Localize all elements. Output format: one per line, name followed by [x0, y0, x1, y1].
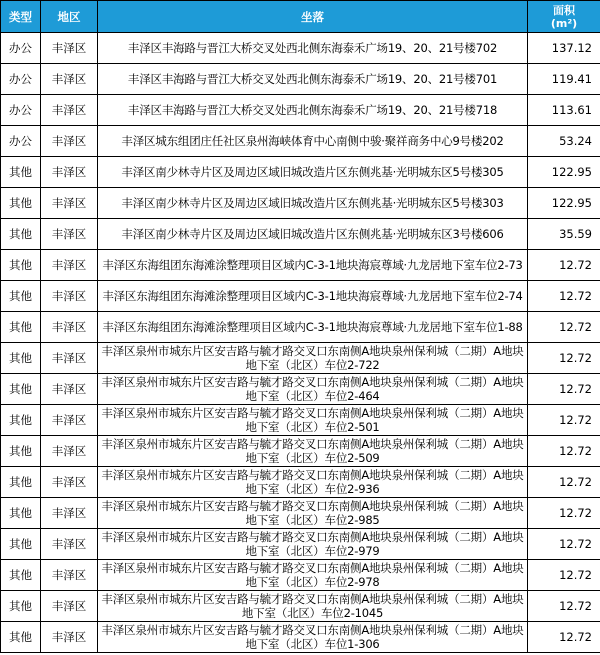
table-row — [1, 33, 600, 64]
table-row — [1, 374, 600, 405]
header-location: 坐落 — [98, 1, 528, 33]
cell-location: 丰泽区泉州市城东片区安吉路与毓才路交叉口东南侧A地块泉州保利城（二期）A地块地下室（北区）车位2-509 — [98, 436, 528, 467]
cell-area: 12.72 — [528, 498, 600, 529]
table-row — [1, 219, 600, 250]
cell-district: 丰泽区 — [41, 219, 98, 250]
table-row — [1, 529, 600, 560]
cell-location: 丰泽区泉州市城东片区安吉路与毓才路交叉口东南侧A地块泉州保利城（二期）A地块地下室（北区）车位1-306 — [98, 622, 528, 653]
cell-area: 12.72 — [528, 374, 600, 405]
cell-district: 丰泽区 — [41, 591, 98, 622]
cell-location: 丰泽区东海组团东海滩涂整理项目区域内C-3-1地块海宸尊域·九龙居地下室车位2-74 — [98, 281, 528, 312]
cell-location: 丰泽区泉州市城东片区安吉路与毓才路交叉口东南侧A地块泉州保利城（二期）A地块地下室（北区）车位2-979 — [98, 529, 528, 560]
header-type: 类型 — [1, 1, 41, 33]
cell-location: 丰泽区泉州市城东片区安吉路与毓才路交叉口东南侧A地块泉州保利城（二期）A地块地下室（北区）车位2-985 — [98, 498, 528, 529]
cell-location: 丰泽区南少林寺片区及周边区域旧城改造片区东侧兆基·光明城东区5号楼305 — [98, 157, 528, 188]
cell-district: 丰泽区 — [41, 95, 98, 126]
cell-location: 丰泽区泉州市城东片区安吉路与毓才路交叉口东南侧A地块泉州保利城（二期）A地块地下室（北区）车位2-936 — [98, 467, 528, 498]
table-row — [1, 436, 600, 467]
cell-type: 其他 — [1, 622, 41, 653]
cell-district: 丰泽区 — [41, 250, 98, 281]
cell-area: 12.72 — [528, 250, 600, 281]
cell-district: 丰泽区 — [41, 374, 98, 405]
cell-area: 122.95 — [528, 157, 600, 188]
table-row — [1, 250, 600, 281]
table-row — [1, 467, 600, 498]
cell-location: 丰泽区丰海路与晋江大桥交叉处西北侧东海泰禾广场19、20、21号楼701 — [98, 64, 528, 95]
table-row — [1, 64, 600, 95]
cell-type: 其他 — [1, 436, 41, 467]
header-area-unit: (m²) — [550, 16, 578, 30]
cell-location: 丰泽区泉州市城东片区安吉路与毓才路交叉口东南侧A地块泉州保利城（二期）A地块地下室（北区）车位2-722 — [98, 343, 528, 374]
cell-type: 办公 — [1, 64, 41, 95]
table-row — [1, 343, 600, 374]
cell-area: 53.24 — [528, 126, 600, 157]
cell-area: 12.72 — [528, 560, 600, 591]
table-body — [1, 33, 600, 653]
table-row — [1, 312, 600, 343]
cell-area: 12.72 — [528, 405, 600, 436]
header-district: 地区 — [41, 1, 98, 33]
cell-location: 丰泽区南少林寺片区及周边区域旧城改造片区东侧兆基·光明城东区5号楼303 — [98, 188, 528, 219]
cell-location: 丰泽区南少林寺片区及周边区域旧城改造片区东侧兆基·光明城东区3号楼606 — [98, 219, 528, 250]
cell-location: 丰泽区东海组团东海滩涂整理项目区域内C-3-1地块海宸尊域·九龙居地下室车位2-73 — [98, 250, 528, 281]
cell-location: 丰泽区泉州市城东片区安吉路与毓才路交叉口东南侧A地块泉州保利城（二期）A地块地下室（北区）车位2-501 — [98, 405, 528, 436]
cell-location: 丰泽区泉州市城东片区安吉路与毓才路交叉口东南侧A地块泉州保利城（二期）A地块地下室（北区）车位2-1045 — [98, 591, 528, 622]
cell-type: 其他 — [1, 281, 41, 312]
cell-type: 其他 — [1, 219, 41, 250]
cell-location: 丰泽区泉州市城东片区安吉路与毓才路交叉口东南侧A地块泉州保利城（二期）A地块地下室（北区）车位2-978 — [98, 560, 528, 591]
table-row — [1, 95, 600, 126]
cell-district: 丰泽区 — [41, 157, 98, 188]
cell-area: 12.72 — [528, 281, 600, 312]
cell-district: 丰泽区 — [41, 436, 98, 467]
cell-type: 其他 — [1, 343, 41, 374]
cell-type: 办公 — [1, 95, 41, 126]
cell-type: 其他 — [1, 529, 41, 560]
cell-district: 丰泽区 — [41, 188, 98, 219]
cell-type: 其他 — [1, 560, 41, 591]
cell-district: 丰泽区 — [41, 312, 98, 343]
table-row — [1, 126, 600, 157]
cell-district: 丰泽区 — [41, 126, 98, 157]
table-row — [1, 622, 600, 653]
table-row — [1, 281, 600, 312]
cell-district: 丰泽区 — [41, 64, 98, 95]
cell-location: 丰泽区城东组团庄任社区泉州海峡体育中心南侧中骏·聚祥商务中心9号楼202 — [98, 126, 528, 157]
table-row — [1, 405, 600, 436]
header-area-label: 面积 — [553, 3, 575, 17]
cell-area: 35.59 — [528, 219, 600, 250]
cell-area: 12.72 — [528, 529, 600, 560]
cell-district: 丰泽区 — [41, 529, 98, 560]
cell-type: 其他 — [1, 591, 41, 622]
cell-area: 137.12 — [528, 33, 600, 64]
cell-location: 丰泽区东海组团东海滩涂整理项目区域内C-3-1地块海宸尊域·九龙居地下室车位1-88 — [98, 312, 528, 343]
cell-type: 办公 — [1, 126, 41, 157]
table-row — [1, 188, 600, 219]
cell-location: 丰泽区丰海路与晋江大桥交叉处西北侧东海泰禾广场19、20、21号楼718 — [98, 95, 528, 126]
cell-area: 113.61 — [528, 95, 600, 126]
cell-district: 丰泽区 — [41, 622, 98, 653]
cell-area: 12.72 — [528, 467, 600, 498]
cell-district: 丰泽区 — [41, 343, 98, 374]
cell-area: 12.72 — [528, 622, 600, 653]
cell-area: 12.72 — [528, 312, 600, 343]
cell-district: 丰泽区 — [41, 33, 98, 64]
cell-district: 丰泽区 — [41, 560, 98, 591]
cell-area: 12.72 — [528, 343, 600, 374]
cell-district: 丰泽区 — [41, 467, 98, 498]
table-row — [1, 591, 600, 622]
cell-type: 其他 — [1, 405, 41, 436]
cell-type: 其他 — [1, 250, 41, 281]
cell-type: 其他 — [1, 374, 41, 405]
cell-type: 其他 — [1, 312, 41, 343]
cell-area: 122.95 — [528, 188, 600, 219]
table-row — [1, 498, 600, 529]
cell-type: 其他 — [1, 157, 41, 188]
cell-district: 丰泽区 — [41, 281, 98, 312]
cell-area: 12.72 — [528, 436, 600, 467]
table-row — [1, 157, 600, 188]
cell-district: 丰泽区 — [41, 498, 98, 529]
cell-type: 其他 — [1, 467, 41, 498]
cell-type: 其他 — [1, 498, 41, 529]
header-area — [528, 1, 600, 33]
table-row — [1, 560, 600, 591]
cell-location: 丰泽区泉州市城东片区安吉路与毓才路交叉口东南侧A地块泉州保利城（二期）A地块地下室（北区）车位2-464 — [98, 374, 528, 405]
cell-district: 丰泽区 — [41, 405, 98, 436]
cell-location: 丰泽区丰海路与晋江大桥交叉处西北侧东海泰禾广场19、20、21号楼702 — [98, 33, 528, 64]
cell-type: 其他 — [1, 188, 41, 219]
cell-type: 办公 — [1, 33, 41, 64]
cell-area: 12.72 — [528, 591, 600, 622]
table-header-row — [1, 1, 600, 33]
cell-area: 119.41 — [528, 64, 600, 95]
